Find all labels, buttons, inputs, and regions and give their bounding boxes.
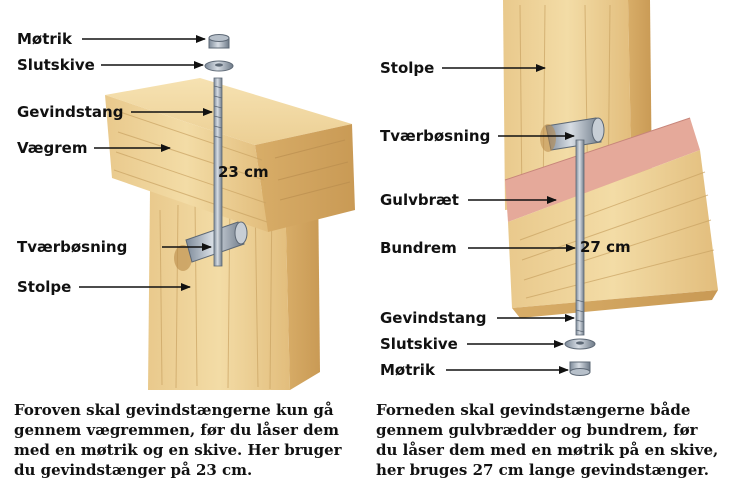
label-right-bundrem: Bundrem — [380, 239, 457, 257]
caption-right-line: du låser dem med en møtrik på en skive, — [376, 441, 719, 459]
caption-left-line: du gevindstænger på 23 cm. — [14, 461, 253, 479]
caption-left-line: med en møtrik og en skive. Her bruger — [14, 441, 342, 459]
caption-left-line: Foroven skal gevindstængerne kun gå — [14, 401, 334, 419]
label-left-slutskive: Slutskive — [17, 56, 95, 74]
label-left-motrik: Møtrik — [17, 30, 72, 48]
caption-right — [376, 400, 718, 480]
caption-left-line: gennem vægremmen, før du låser dem — [14, 421, 340, 439]
label-left-stolpe: Stolpe — [17, 278, 72, 296]
caption-right-line: Forneden skal gevindstængerne både — [376, 401, 691, 419]
dimension-left: 23 cm — [218, 163, 269, 181]
label-right-tvaerbosning: Tværbøsning — [380, 127, 491, 145]
label-right-stolpe: Stolpe — [380, 59, 435, 77]
caption-right-line: her bruges 27 cm lange gevindstænger. — [376, 461, 709, 479]
label-right-motrik: Møtrik — [380, 361, 435, 379]
right-illustration — [503, 0, 718, 376]
label-left-tvaerbosning: Tværbøsning — [17, 238, 128, 256]
label-left-gevindstang: Gevindstang — [17, 103, 124, 121]
dimension-right: 27 cm — [580, 238, 631, 256]
left-illustration — [105, 35, 355, 391]
left-nut — [209, 35, 229, 49]
left-washer — [205, 61, 233, 71]
label-right-slutskive: Slutskive — [380, 335, 458, 353]
right-washer — [565, 339, 595, 349]
label-right-gevindstang: Gevindstang — [380, 309, 487, 327]
left-top-plate — [105, 78, 355, 232]
right-nut — [570, 362, 590, 376]
caption-left — [14, 400, 342, 480]
label-left-vaegrem: Vægrem — [17, 139, 88, 157]
label-right-gulvbraet: Gulvbræt — [380, 191, 459, 209]
caption-right-line: gennem gulvbrædder og bundrem, før — [376, 421, 698, 439]
